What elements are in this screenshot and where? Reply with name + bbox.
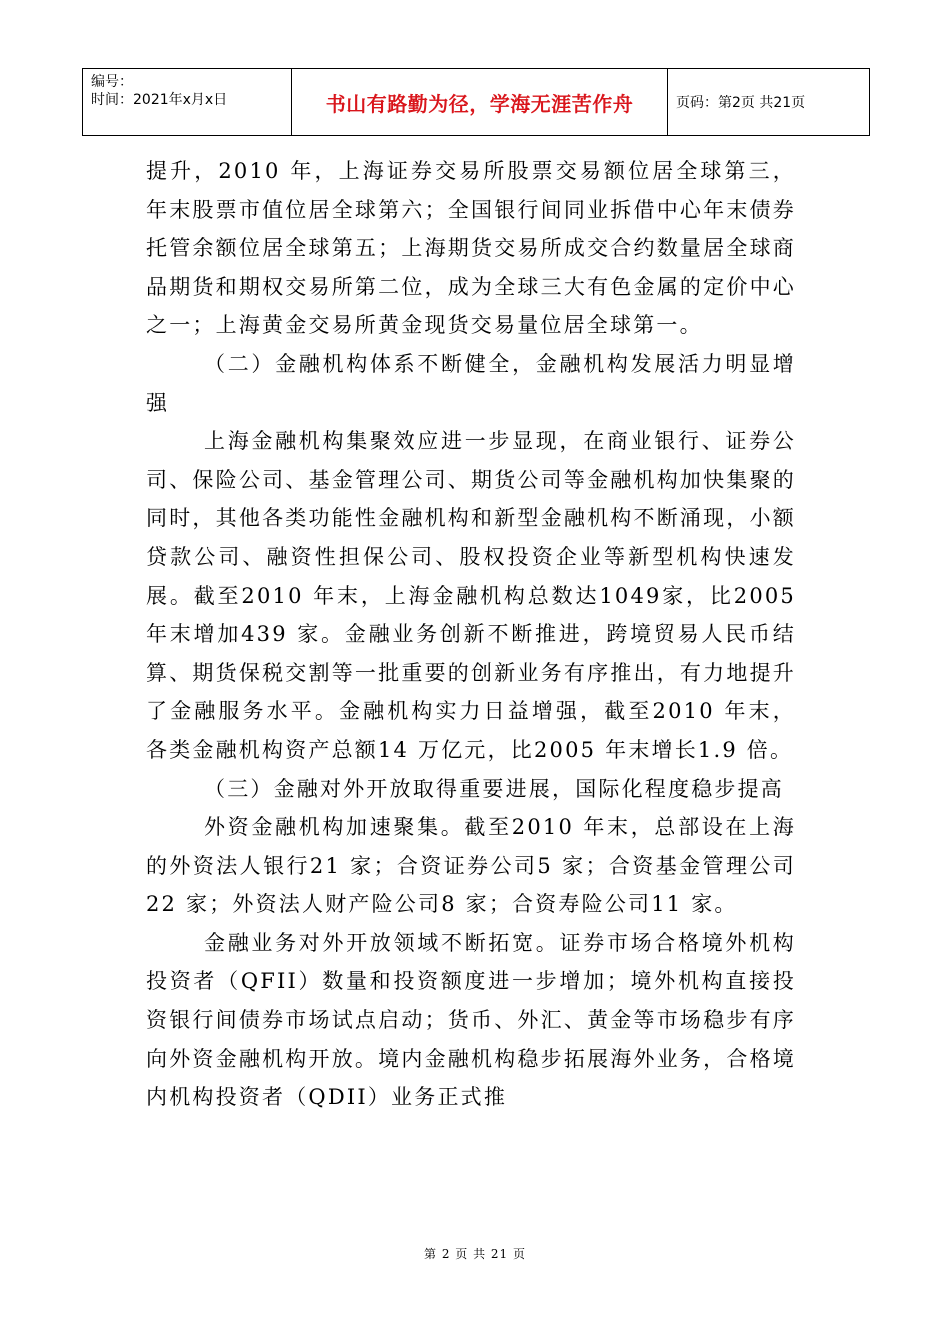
header-meta-cell (83, 69, 292, 136)
body-paragraph: 外资金融机构加速聚集。截至2010 年末，总部设在上海的外资法人银行21 家；合资证券公司5 家；合资基金管理公司22 家；外资法人财产险公司8 家；合资寿险公司11 家。 (146, 815, 796, 917)
header-motto-cell (292, 69, 668, 136)
document-date: 时间：2021年x月x日 (91, 92, 228, 108)
section-heading-3: （三）金融对外开放取得重要进展，国际化程度稳步提高 (204, 776, 784, 801)
body-paragraph: 金融业务对外开放领域不断拓宽。证券市场合格境外机构投资者（QFII）数量和投资额度进一步增加；境外机构直接投资银行间债券市场试点启动；货币、外汇、黄金等市场稳步有序向外资金融机构开放。境内金融机构稳步拓展海外业务，合格境内机构投资者（QDII）业务正式推 (146, 930, 796, 1110)
document-header (82, 68, 870, 136)
section-heading-2: （二）金融机构体系不断健全，金融机构发展活力明显增强 (146, 351, 796, 415)
header-page-cell (668, 69, 870, 136)
header-motto: 书山有路勤为径，学海无涯苦作舟 (325, 91, 634, 116)
header-page-info: 页码：第2页 共21页 (676, 95, 806, 111)
body-paragraph: 上海金融机构集聚效应进一步显现，在商业银行、证券公司、保险公司、基金管理公司、期货公司等金融机构加快集聚的同时，其他各类功能性金融机构和新型金融机构不断涌现，小额贷款公司、融资性担保公司、股权投资企业等新型机构快速发展。截至2010 年末，上海金融机构总数达1049家，比2005 年末增加439 家。金融业务创新不断推进，跨境贸易人民币结算、期货保税交割等一批重要的创新业务有序推出，有力地提升了金融服务水平。金融机构实力日益增强，截至2010 年末，各类金融机构资产总额14 万亿元，比2005 年末增长1.9 倍。 (146, 429, 796, 762)
document-body (146, 152, 796, 1117)
page-footer: 第 2 页 共 21 页 (424, 1247, 526, 1261)
body-paragraph: 提升，2010 年，上海证券交易所股票交易额位居全球第三，年末股票市值位居全球第六；全国银行间同业拆借中心年末债券托管余额位居全球第五；上海期货交易所成交合约数量居全球商品期货和期权交易所第二位，成为全球三大有色金属的定价中心之一；上海黄金交易所黄金现货交易量位居全球第一。 (146, 159, 796, 338)
document-number-label: 编号： (91, 74, 133, 90)
